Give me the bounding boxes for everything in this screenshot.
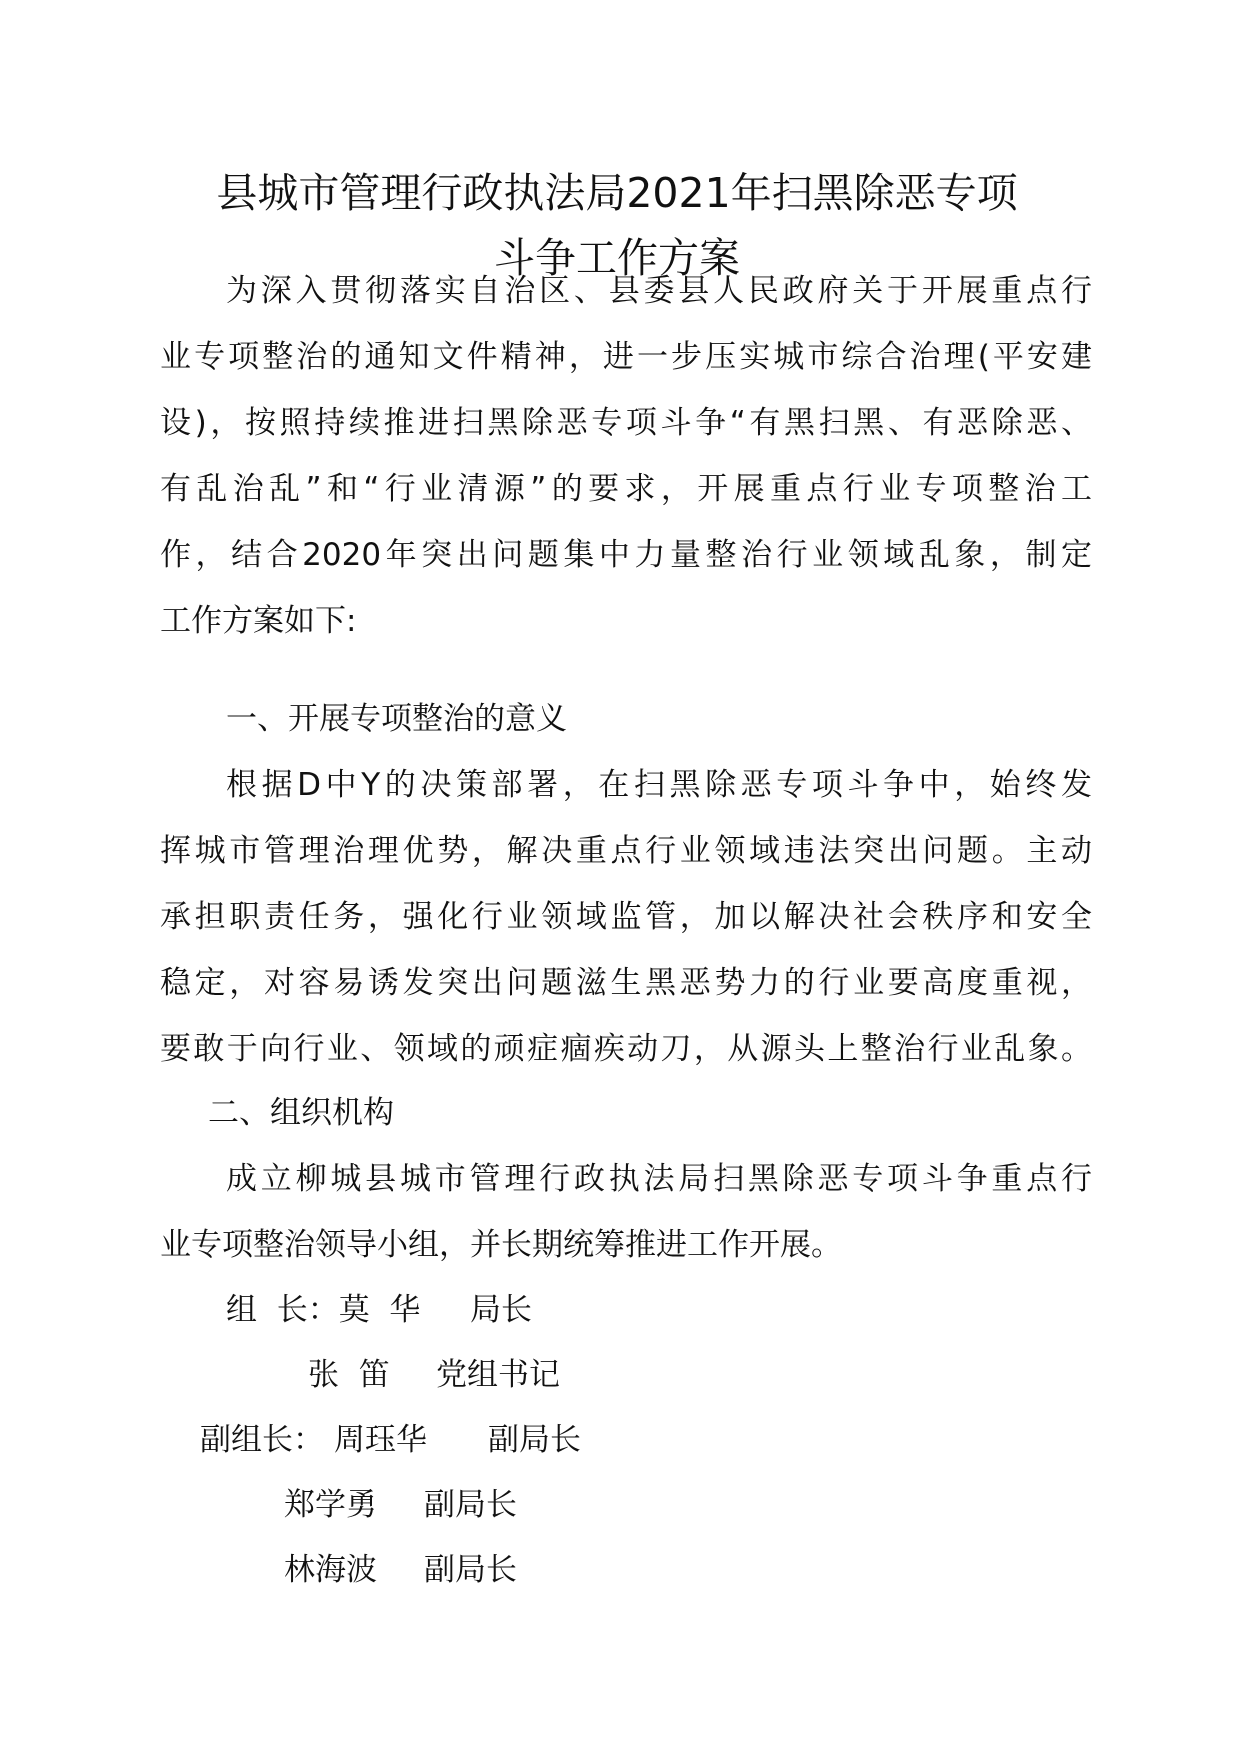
intro-line: 有乱治乱”和“行业清源”的要求，开展重点行业专项整治工 — [160, 471, 1092, 507]
section-1-heading: 一、开展专项整治的意义 — [226, 701, 567, 737]
section-1-paragraph — [160, 752, 1092, 1082]
member-title: 副局长 — [488, 1422, 581, 1458]
member-name: 郑学勇 — [284, 1487, 377, 1523]
section-1-line: 稳定，对容易诱发突出问题滋生黑恶势力的行业要高度重视， — [160, 965, 1092, 1001]
section-1-line: 根据D中Y的决策部署，在扫黑除恶专项斗争中，始终发 — [226, 767, 1092, 803]
member-role: 组 长： — [226, 1292, 339, 1328]
document-title-line-1: 县城市管理行政执法局2021年扫黑除恶专项 — [216, 169, 1018, 217]
intro-line: 为深入贯彻落实自治区、县委县人民政府关于开展重点行 — [226, 273, 1092, 309]
intro-line: 工作方案如下: — [160, 603, 357, 639]
intro-line: 设)，按照持续推进扫黑除恶专项斗争“有黑扫黑、有恶除恶、 — [160, 405, 1092, 441]
section-1-line: 承担职责任务，强化行业领域监管，加以解决社会秩序和安全 — [160, 899, 1092, 935]
section-2-paragraph — [160, 1146, 1092, 1278]
intro-line: 作，结合2020年突出问题集中力量整治行业领域乱象，制定 — [160, 537, 1092, 573]
member-name: 张 笛 — [308, 1357, 390, 1393]
section-1-line: 挥城市管理治理优势，解决重点行业领域违法突出问题。主动 — [160, 833, 1092, 869]
intro-line: 业专项整治的通知文件精神，进一步压实城市综合治理(平安建 — [160, 339, 1092, 375]
member-title: 副局长 — [424, 1487, 517, 1523]
member-name: 莫 华 — [338, 1292, 421, 1328]
section-2-line: 业专项整治领导小组，并长期统筹推进工作开展。 — [160, 1227, 842, 1263]
member-title: 副局长 — [424, 1552, 517, 1588]
member-row — [226, 1277, 420, 1343]
intro-paragraph — [160, 258, 1092, 654]
document-title-line-2: 斗争工作方案 — [494, 234, 740, 282]
member-title: 局长 — [470, 1292, 532, 1328]
member-name: 周珏华 — [334, 1422, 427, 1458]
member-role: 副组长： — [200, 1422, 324, 1458]
section-2-heading: 二、组织机构 — [208, 1095, 394, 1131]
member-title: 党组书记 — [436, 1357, 560, 1393]
section-1-line: 要敢于向行业、领域的顽症痼疾动刀，从源头上整治行业乱象。 — [160, 1031, 1092, 1067]
section-2-line: 成立柳城县城市管理行政执法局扫黑除恶专项斗争重点行 — [226, 1161, 1092, 1197]
member-name: 林海波 — [284, 1552, 377, 1588]
